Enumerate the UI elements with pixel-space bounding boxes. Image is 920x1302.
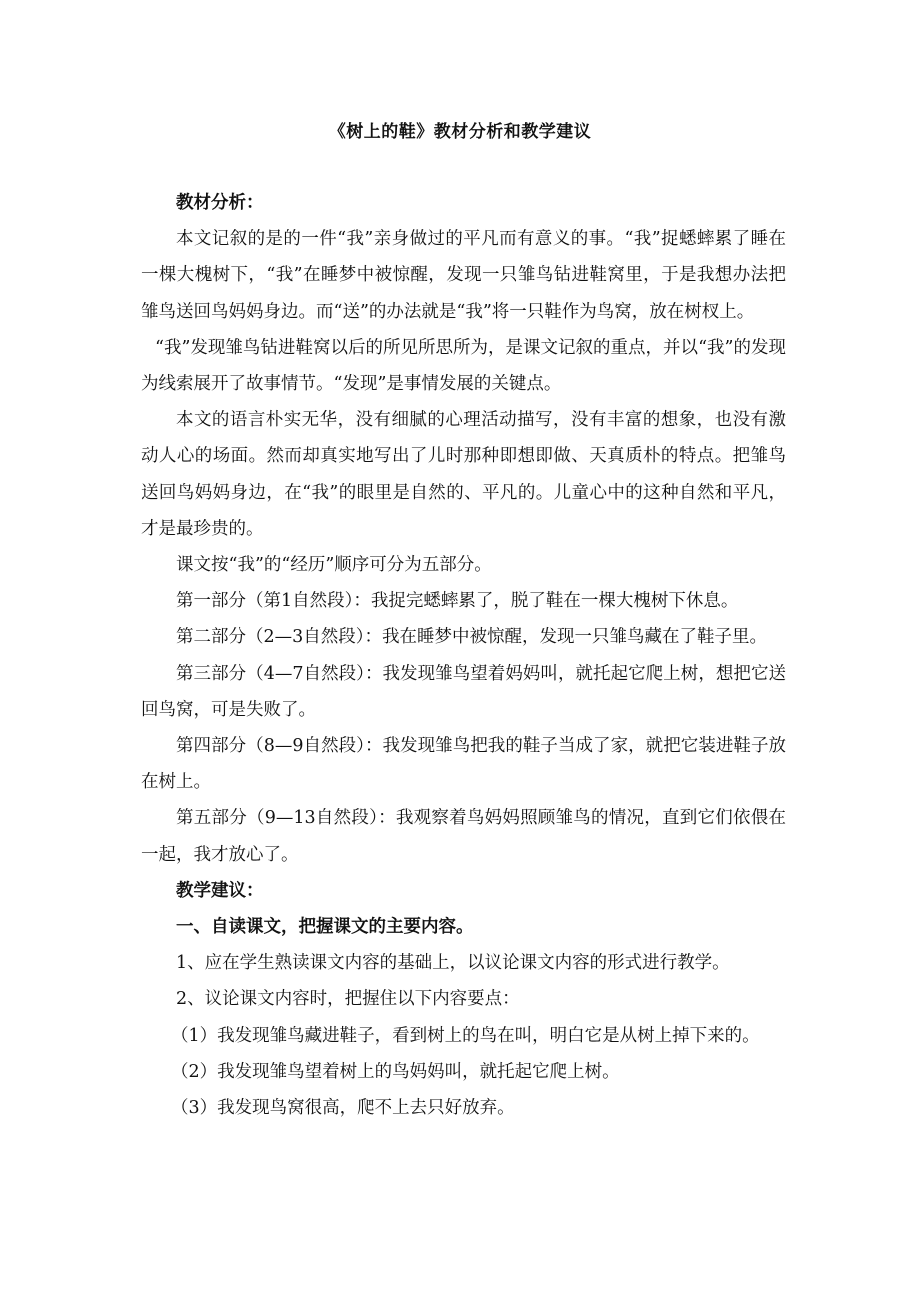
paragraph: 第二部分（2—3自然段）：我在睡梦中被惊醒，发现一只雏鸟藏在了鞋子里。 bbox=[176, 627, 768, 648]
subheading: 一、自读课文，把握课文的主要内容。 bbox=[176, 917, 474, 938]
document-body bbox=[141, 185, 786, 1126]
paragraph: 第四部分（8—9自然段）：我发现雏鸟把我的鞋子当成了家，就把它装进鞋子放在树上。 bbox=[141, 736, 786, 793]
paragraph: 第五部分（9—13自然段）：我观察着鸟妈妈照顾雏鸟的情况，直到它们依偎在一起，我才放心了。 bbox=[141, 808, 786, 865]
section-heading-analysis: 教材分析： bbox=[176, 193, 264, 213]
paragraph: 本文的语言朴实无华，没有细腻的心理活动描写，没有丰富的想象，也没有激动人心的场面。然而却真实地写出了儿时那种即想即做、天真质朴的特点。把雏鸟送回鸟妈妈身边，在“我”的眼里是自然的、平凡的。儿童心中的这种自然和平凡，才是最珍贵的。 bbox=[141, 410, 786, 539]
paragraph: 本文记叙的是的一件“我”亲身做过的平凡而有意义的事。“我”捉蟋蟀累了睡在一棵大槐树下，“我”在睡梦中被惊醒，发现一只雏鸟钻进鞋窝里，于是我想办法把雏鸟送回鸟妈妈身边。而“送”的办法就是“我”将一只鞋作为鸟窝，放在树杈上。 bbox=[141, 229, 786, 322]
list-item: （3）我发现鸟窝很高，爬不上去只好放弃。 bbox=[171, 1098, 515, 1119]
paragraph: “我”发现雏鸟钻进鞋窝以后的所见所思所为，是课文记叙的重点，并以“我”的发现为线索展开了故事情节。“发现”是事情发展的关键点。 bbox=[141, 337, 786, 395]
list-item: （2）我发现雏鸟望着树上的鸟妈妈叫，就托起它爬上树。 bbox=[171, 1061, 620, 1082]
list-item: 1、应在学生熟读课文内容的基础上，以议论课文内容的形式进行教学。 bbox=[176, 953, 730, 974]
list-item: （1）我发现雏鸟藏进鞋子，看到树上的鸟在叫，明白它是从树上掉下来的。 bbox=[171, 1025, 760, 1046]
document-title: 《树上的鞋》教材分析和教学建议 bbox=[328, 122, 592, 142]
section-heading-suggestions: 教学建议： bbox=[176, 880, 264, 901]
list-item: 2、议论课文内容时，把握住以下内容要点： bbox=[176, 989, 520, 1010]
paragraph: 课文按“我”的“经历”顺序可分为五部分。 bbox=[176, 555, 492, 576]
paragraph: 第一部分（第1自然段）：我捉完蟋蟀累了，脱了鞋在一棵大槐树下休息。 bbox=[176, 591, 739, 612]
paragraph: 第三部分（4—7自然段）：我发现雏鸟望着妈妈叫，就托起它爬上树，想把它送回鸟窝，可是失败了。 bbox=[141, 663, 786, 720]
